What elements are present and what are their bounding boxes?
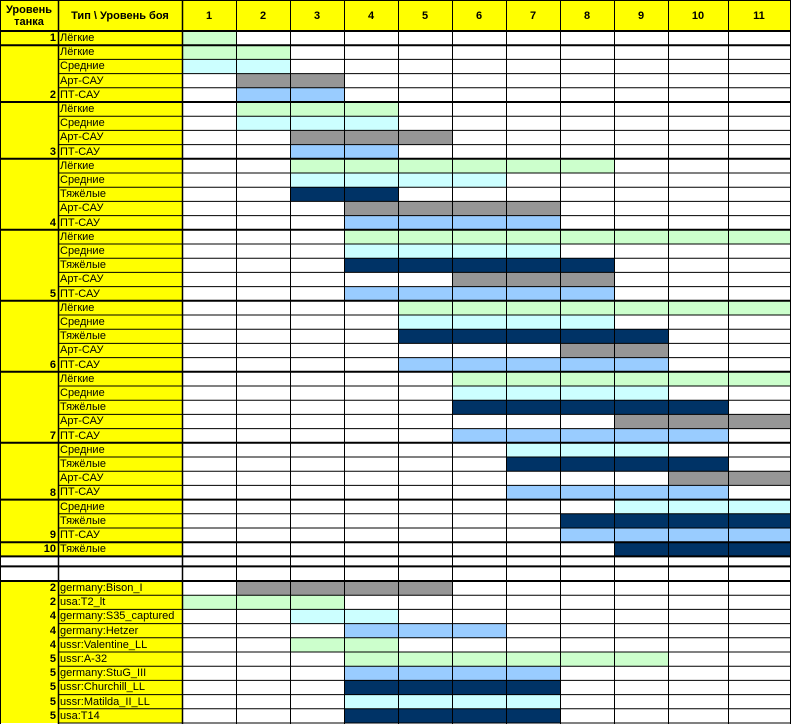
special-3-tank-level: 4 [0, 609, 58, 623]
header-battle-level-1: 1 [182, 0, 236, 31]
special-2-range-bar [182, 595, 344, 609]
special-9-tank-level: 5 [0, 695, 58, 709]
group-3-row-1-range-bar [236, 102, 398, 116]
group-9-row-3-range-bar [560, 528, 790, 542]
special-4-tank-level: 4 [0, 624, 58, 638]
group-9-row-1-label: Средние [58, 500, 182, 514]
group-2-row-3-range-bar [236, 74, 344, 88]
group-8-row-2-range-bar [506, 457, 728, 471]
group-8-row-1-range-bar [506, 443, 668, 457]
group-5-row-4-range-bar [452, 272, 614, 286]
group-6-row-1-label: Лёгкие [58, 301, 182, 315]
group-9-row-3-label: ПТ-САУ [58, 528, 182, 542]
group-8-row-3-range-bar [668, 471, 790, 485]
group-6-row-4-label: Арт-САУ [58, 343, 182, 357]
group-1-row-1-label: Лёгкие [58, 31, 182, 45]
special-6-label: ussr:A-32 [58, 652, 182, 666]
tank-level-1: 1 [0, 31, 58, 45]
group-6-row-3-label: Тяжёлые [58, 329, 182, 343]
group-7-row-3-range-bar [452, 400, 728, 414]
group-4-row-1-range-bar [290, 159, 614, 173]
group-7-row-3-label: Тяжёлые [58, 400, 182, 414]
header-tank-level: Уровень танка [0, 0, 58, 31]
header-battle-level-9: 9 [614, 0, 668, 31]
special-2-tank-level: 2 [0, 595, 58, 609]
group-9-row-1-range-bar [614, 500, 790, 514]
tank-level-6: 6 [0, 301, 58, 372]
group-2-row-1-range-bar [182, 45, 290, 59]
group-7-row-1-label: Лёгкие [58, 372, 182, 386]
group-7-row-2-range-bar [452, 386, 668, 400]
tank-level-8: 8 [0, 443, 58, 500]
group-8-row-4-range-bar [506, 485, 728, 499]
special-4-label: germany:Hetzer [58, 624, 182, 638]
group-9-row-2-range-bar [560, 514, 790, 528]
group-5-row-2-label: Средние [58, 244, 182, 258]
special-8-label: ussr:Churchill_LL [58, 680, 182, 694]
group-5-row-5-label: ПТ-САУ [58, 287, 182, 301]
special-3-range-bar [290, 609, 398, 623]
special-8-tank-level: 5 [0, 680, 58, 694]
group-4-row-2-label: Средние [58, 173, 182, 187]
header-battle-level-3: 3 [290, 0, 344, 31]
header-battle-level-4: 4 [344, 0, 398, 31]
group-8-row-3-label: Арт-САУ [58, 471, 182, 485]
group-6-row-4-range-bar [560, 343, 668, 357]
special-1-label: germany:Bison_I [58, 581, 182, 595]
group-4-row-3-label: Тяжёлые [58, 187, 182, 201]
group-2-row-2-range-bar [182, 59, 290, 73]
header-battle-level-2: 2 [236, 0, 290, 31]
group-5-row-5-range-bar [344, 287, 614, 301]
header-battle-level-7: 7 [506, 0, 560, 31]
header-type-battle-level: Тип \ Уровень боя [58, 0, 182, 31]
group-6-row-2-label: Средние [58, 315, 182, 329]
group-2-row-4-label: ПТ-САУ [58, 88, 182, 102]
group-3-row-3-range-bar [290, 130, 452, 144]
special-10-tank-level: 5 [0, 709, 58, 723]
group-7-row-4-label: Арт-САУ [58, 414, 182, 428]
group-4-row-4-range-bar [344, 201, 560, 215]
group-7-row-5-range-bar [452, 429, 728, 443]
group-1-row-1-range-bar [182, 31, 236, 45]
tank-level-9: 9 [0, 500, 58, 543]
group-3-row-2-label: Средние [58, 116, 182, 130]
special-5-range-bar [290, 638, 398, 652]
special-7-label: germany:StuG_III [58, 666, 182, 680]
group-10-row-1-label: Тяжёлые [58, 542, 182, 556]
group-6-row-5-range-bar [398, 358, 668, 372]
group-7-row-1-range-bar [452, 372, 790, 386]
special-9-label: ussr:Matilda_II_LL [58, 695, 182, 709]
header-battle-level-11: 11 [728, 0, 790, 31]
group-3-row-4-range-bar [290, 145, 398, 159]
special-2-label: usa:T2_lt [58, 595, 182, 609]
header-battle-level-5: 5 [398, 0, 452, 31]
header-battle-level-10: 10 [668, 0, 728, 31]
group-2-row-3-label: Арт-САУ [58, 74, 182, 88]
group-4-row-4-label: Арт-САУ [58, 201, 182, 215]
group-5-row-1-range-bar [344, 230, 790, 244]
group-4-row-2-range-bar [290, 173, 506, 187]
header-battle-level-8: 8 [560, 0, 614, 31]
group-5-row-3-label: Тяжёлые [58, 258, 182, 272]
group-6-row-1-range-bar [398, 301, 790, 315]
group-5-row-3-range-bar [344, 258, 614, 272]
tank-level-10: 10 [0, 542, 58, 556]
special-6-tank-level: 5 [0, 652, 58, 666]
group-3-row-4-label: ПТ-САУ [58, 145, 182, 159]
special-4-range-bar [344, 624, 506, 638]
group-3-row-3-label: Арт-САУ [58, 130, 182, 144]
tank-level-4: 4 [0, 159, 58, 230]
group-3-row-1-label: Лёгкие [58, 102, 182, 116]
special-3-label: germany:S35_captured [58, 609, 182, 623]
group-5-row-1-label: Лёгкие [58, 230, 182, 244]
group-6-row-3-range-bar [398, 329, 668, 343]
special-7-tank-level: 5 [0, 666, 58, 680]
tank-level-5: 5 [0, 230, 58, 301]
group-4-row-3-range-bar [290, 187, 398, 201]
group-5-row-4-label: Арт-САУ [58, 272, 182, 286]
special-10-range-bar [344, 709, 560, 723]
group-7-row-5-label: ПТ-САУ [58, 429, 182, 443]
group-2-row-1-label: Лёгкие [58, 45, 182, 59]
special-6-range-bar [344, 652, 668, 666]
group-7-row-4-range-bar [614, 414, 790, 428]
tank-level-2: 2 [0, 45, 58, 102]
special-10-label: usa:T14 [58, 709, 182, 723]
group-3-row-2-range-bar [236, 116, 398, 130]
group-7-row-2-label: Средние [58, 386, 182, 400]
group-8-row-2-label: Тяжёлые [58, 457, 182, 471]
group-2-row-4-range-bar [236, 88, 344, 102]
header-battle-level-6: 6 [452, 0, 506, 31]
special-7-range-bar [344, 666, 560, 680]
special-1-range-bar [236, 581, 452, 595]
group-9-row-2-label: Тяжёлые [58, 514, 182, 528]
special-8-range-bar [344, 680, 560, 694]
group-4-row-5-range-bar [344, 216, 560, 230]
group-8-row-4-label: ПТ-САУ [58, 485, 182, 499]
tank-level-3: 3 [0, 102, 58, 159]
tank-level-7: 7 [0, 372, 58, 443]
group-6-row-2-range-bar [398, 315, 614, 329]
special-5-label: ussr:Valentine_LL [58, 638, 182, 652]
group-4-row-5-label: ПТ-САУ [58, 216, 182, 230]
group-4-row-1-label: Лёгкие [58, 159, 182, 173]
special-1-tank-level: 2 [0, 581, 58, 595]
special-5-tank-level: 4 [0, 638, 58, 652]
group-6-row-5-label: ПТ-САУ [58, 358, 182, 372]
special-9-range-bar [344, 695, 560, 709]
group-8-row-1-label: Средние [58, 443, 182, 457]
group-10-row-1-range-bar [614, 542, 790, 556]
group-5-row-2-range-bar [344, 244, 560, 258]
group-2-row-2-label: Средние [58, 59, 182, 73]
